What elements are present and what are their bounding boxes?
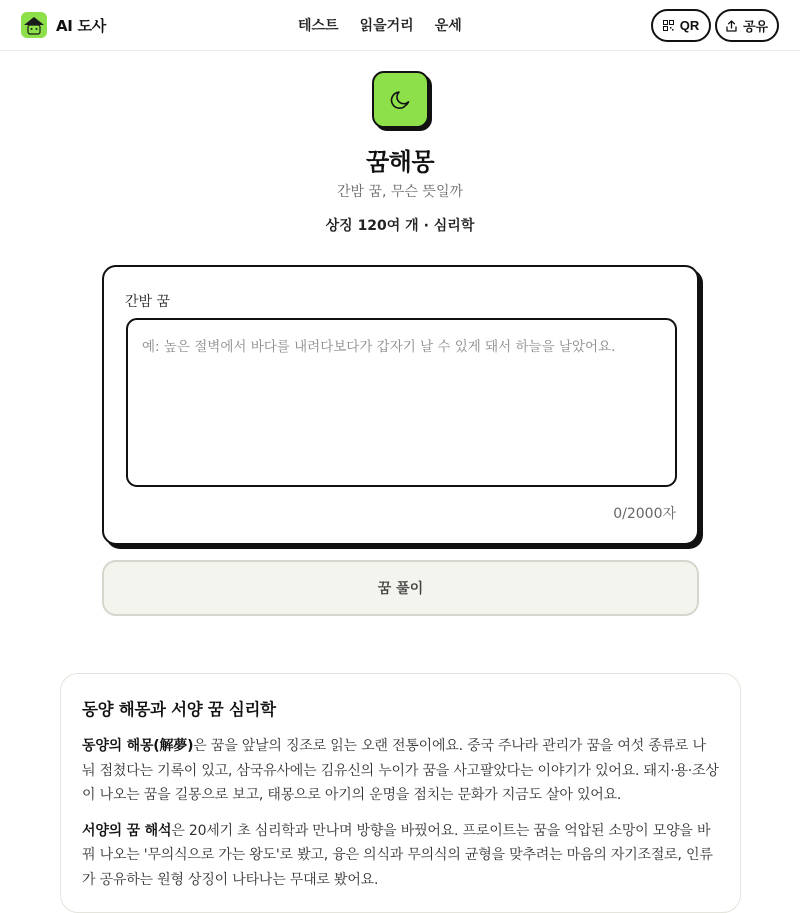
article-paragraph-west [82,819,719,893]
qr-code-icon [663,20,674,31]
share-button[interactable] [715,9,779,42]
top-header [0,0,800,51]
share-button-label: 공유 [742,19,769,34]
char-counter: 0/2000자 [613,506,676,522]
nav-item-fortune[interactable]: 운세 [434,18,462,34]
nav-item-tests[interactable]: 테스트 [298,18,339,34]
dream-input-label: 간밤 꿈 [125,294,171,310]
qr-button-label: QR [679,18,700,33]
article-paragraph-east [82,734,719,808]
article-paragraph-east-bold: 동양의 해몽(解夢) [82,738,194,754]
share-upload-icon [726,20,737,32]
sage-logo-icon [21,12,47,38]
brand-link[interactable] [21,12,106,38]
qr-button[interactable] [651,9,711,42]
dream-form-card [102,265,699,545]
article-paragraph-east-text: 은 꿈을 앞날의 징조로 읽는 오랜 전통이에요. 중국 주나라 관리가 꿈을 여섯 종류로 나눠 점쳤다는 기록이 있고, 삼국유사에는 김유신의 누이가 꿈을 사고팔았다는 이야기가 있어요. 돼지·용·조상이 나오는 꿈을 길몽으로 보고, 태몽으로 아기의 운명을 점치는 문화가 지금도 살아 있어요. [82,738,719,803]
article-paragraph-west-text: 은 20세기 초 심리학과 만나며 방향을 바꿨어요. 프로이트는 꿈을 억압된 소망이 모양을 바꿔 나오는 '무의식으로 가는 왕도'로 봤고, 융은 의식과 무의식의 균형을 맞추려는 마음의 자기조절로, 인류가 공유하는 원형 상징이 나타나는 무대로 봤어요. [82,822,713,888]
moon-icon [372,71,429,128]
main-nav [298,15,462,35]
article-paragraph-west-bold: 서양의 꿈 해석 [82,822,172,839]
nav-item-reading[interactable]: 읽을거리 [359,18,414,34]
brand-name: AI 도사 [56,16,106,35]
page-title: 꿈해몽 [365,148,435,176]
page-subtitle: 간밤 꿈, 무슨 뜻일까 [337,184,463,200]
dream-interpret-button[interactable]: 꿈 풀이 [102,560,699,616]
page-meta: 상징 120여 개 · 심리학 [325,218,475,234]
article-title: 동양 해몽과 서양 꿈 심리학 [82,700,276,719]
article-card [60,673,741,913]
dream-input[interactable] [126,318,677,487]
